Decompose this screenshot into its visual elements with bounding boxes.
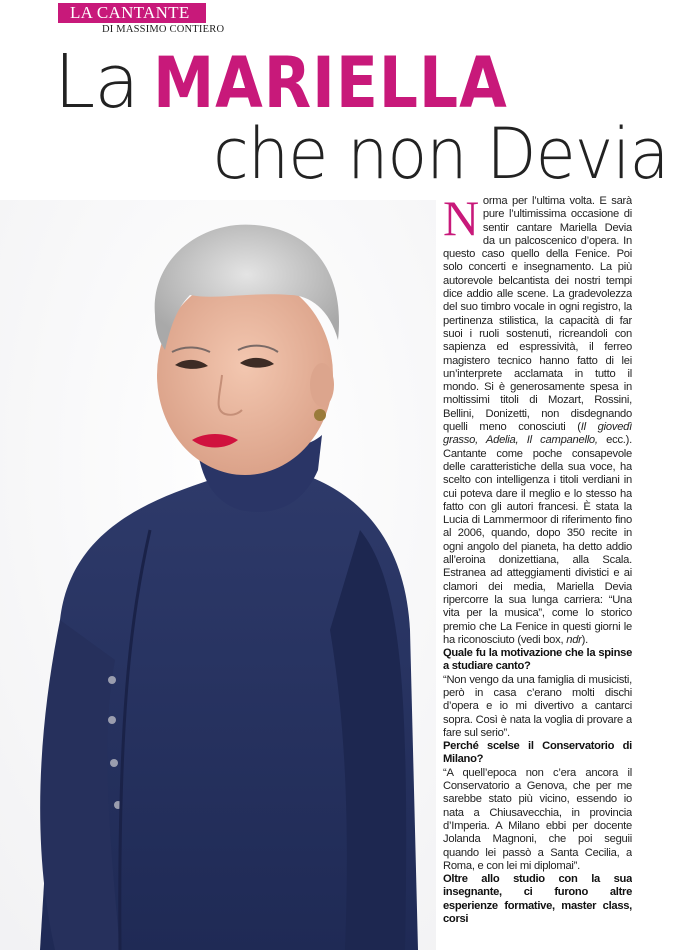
article-intro [443, 195, 632, 647]
portrait-photo [0, 200, 436, 950]
question-2: Perché scelse il Conservatorio di Milano? [443, 740, 632, 766]
headline-line1 [54, 39, 556, 125]
intro-ndr: ndr [566, 633, 582, 646]
answer-2: “A quell’epoca non c’era ancora il Conservatorio a Genova, che per me sarebbe stato più vicino, essendo io nata a Chiusavecchia, in provincia d’Imperia. A Milano ebbi per docente Jolanda Magnoni, che poi seguii quando lei passò a Santa Cecilia, a Roma, e con lei mi diplomai”. [443, 766, 632, 872]
dropcap: N [443, 195, 479, 246]
headline-line2: che non Devia [213, 113, 669, 195]
question-1: Quale fu la motivazione che la spinse a studiare canto? [443, 647, 632, 673]
intro-text: orma per l’ultima volta. E sarà pure l’ultimissima occasione di sentir cantare Mariella Devia da un palcoscenico d’opera. In questo caso quello della Fenice. Poi solo concerti e insegnamento. La più autorevole belcantista dei nostri tempi dice addio alle scene. La gradevolezza del suo timbro vocale in ogni registro, la pertinenza stilistica, la capacità di far suoi i ruoli sostenuti, ricreandoli con sapienza ed espressività, il ferreo magistero tecnico hanno fatto di lei un’interprete acclamata in tutto il mondo. Si è generosamente spesa in moltissimi titoli di Mozart, Rossini, Bellini, Donizetti, non disdegnando quelli meno conosciuti ( [443, 195, 632, 434]
article-body [443, 195, 632, 950]
answer-1: “Non vengo da una famiglia di musicisti, però in casa c’erano molti dischi d’opera e io mi divertivo a cantarci sopra. Così è nata la voglia di provare a fare sul serio”. [443, 673, 632, 739]
question-3: Oltre allo studio con la sua insegnante, ci furono altre esperienze formative, master class, corsi [443, 873, 632, 926]
portrait-illustration [0, 200, 436, 950]
headline-part1: La [54, 39, 139, 125]
intro-end: ). [581, 633, 588, 646]
section-label: LA CANTANTE [58, 3, 206, 23]
intro-titles: Il giovedì grasso, Adelia, Il campanello, [443, 421, 632, 447]
byline: DI MASSIMO CONTIERO [102, 24, 225, 35]
intro-continued: ecc.). Cantante come poche consapevole delle caratteristiche della sua voce, ha scelto con intelligenza i titoli verdiani in cui poteva dare il meglio e lo stesso ha fatto con gli autori francesi. È stata la Lucia di Lammermoor di riferimento fino al 2006, quando, dopo 350 recite in ogni angolo del pianeta, ha detto addio all’eroina donizettiana, alla Scala. Estranea ad atteggiamenti divistici e ai clamori dei media, Mariella Devia ripercorre la sua lunga carriera: “Una vita per la musica”, come lo storico premio che La Fenice in questi giorni le ha riconosciuto (vedi box, [443, 434, 632, 646]
headline-name: MARIELLA [153, 42, 508, 124]
